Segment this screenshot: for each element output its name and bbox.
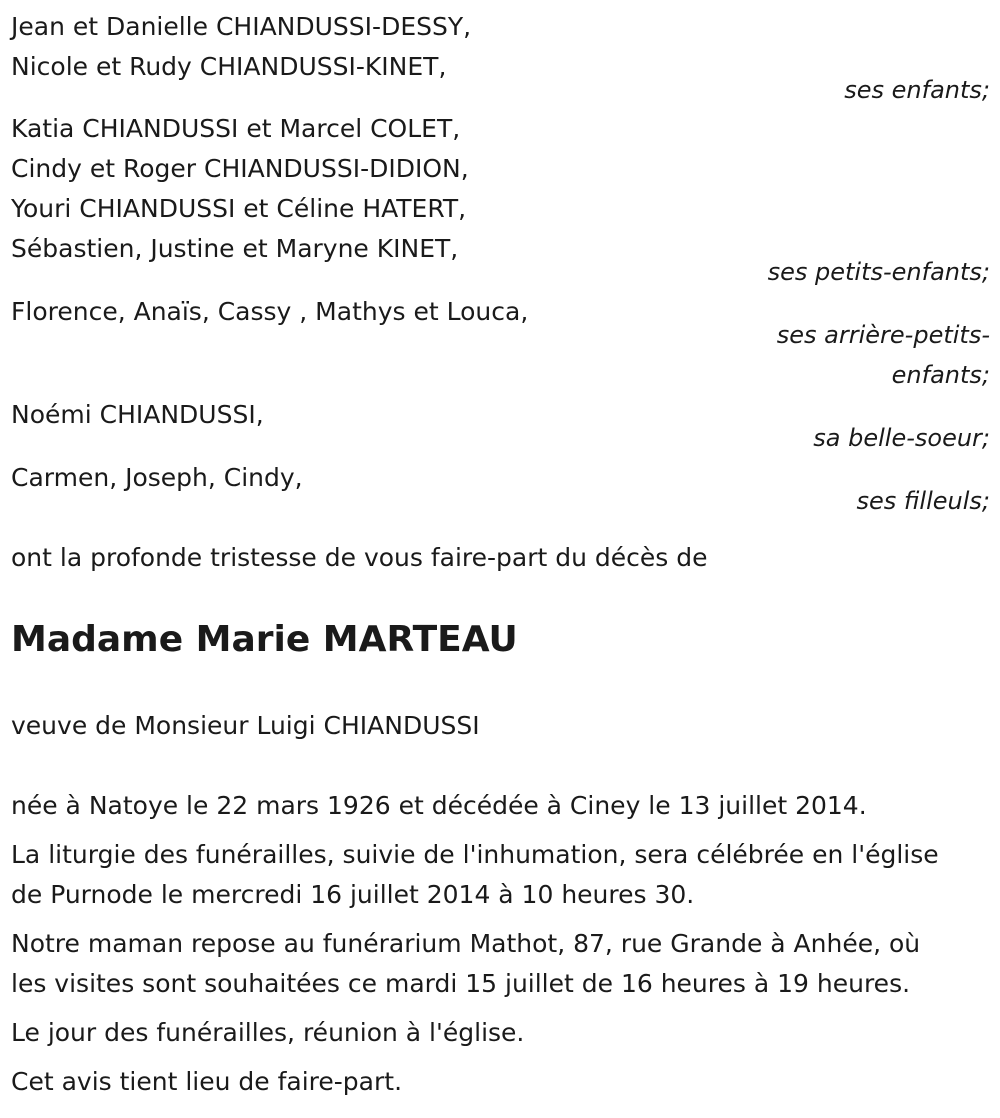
role-great-grandchildren-line1: ses arrière-petits- [776, 321, 990, 349]
sister-in-law-name: Noémi CHIANDUSSI, [11, 400, 264, 429]
role-children: ses enfants; [844, 76, 990, 104]
grandchild-name: Youri CHIANDUSSI et Céline HATERT, [11, 194, 467, 223]
grandchild-name: Cindy et Roger CHIANDUSSI-DIDION, [11, 154, 469, 183]
grandchild-name: Katia CHIANDUSSI et Marcel COLET, [11, 114, 461, 143]
grandchild-name: Sébastien, Justine et Maryne KINET, [11, 234, 459, 263]
birth-death-text: née à Natoye le 22 mars 1926 et décédée à Ciney le 13 juillet 2014. [11, 791, 867, 820]
role-sister-in-law: sa belle-soeur; [813, 424, 990, 452]
deceased-name: Madame Marie MARTEAU [11, 619, 518, 660]
funeral-text: de Purnode le mercredi 16 juillet 2014 à 10 heures 30. [11, 880, 695, 909]
reunion-text: Le jour des funérailles, réunion à l'église. [11, 1018, 525, 1047]
announcement-text: ont la profonde tristesse de vous faire-part du décès de [11, 543, 708, 572]
godchildren-names: Carmen, Joseph, Cindy, [11, 463, 303, 492]
great-grandchild-names: Florence, Anaïs, Cassy , Mathys et Louca, [11, 297, 529, 326]
funerarium-text: les visites sont souhaitées ce mardi 15 juillet de 16 heures à 19 heures. [11, 969, 911, 998]
role-godchildren: ses filleuls; [856, 487, 990, 515]
child-name: Nicole et Rudy CHIANDUSSI-KINET, [11, 52, 447, 81]
funeral-text: La liturgie des funérailles, suivie de l'inhumation, sera célébrée en l'église [11, 840, 939, 869]
child-name: Jean et Danielle CHIANDUSSI-DESSY, [11, 12, 472, 41]
widow-of-text: veuve de Monsieur Luigi CHIANDUSSI [11, 711, 480, 740]
funerarium-text: Notre maman repose au funérarium Mathot, 87, rue Grande à Anhée, où [11, 929, 921, 958]
notice-text: Cet avis tient lieu de faire-part. [11, 1067, 403, 1096]
role-great-grandchildren-line2: enfants; [891, 361, 990, 389]
role-grandchildren: ses petits-enfants; [767, 258, 990, 286]
